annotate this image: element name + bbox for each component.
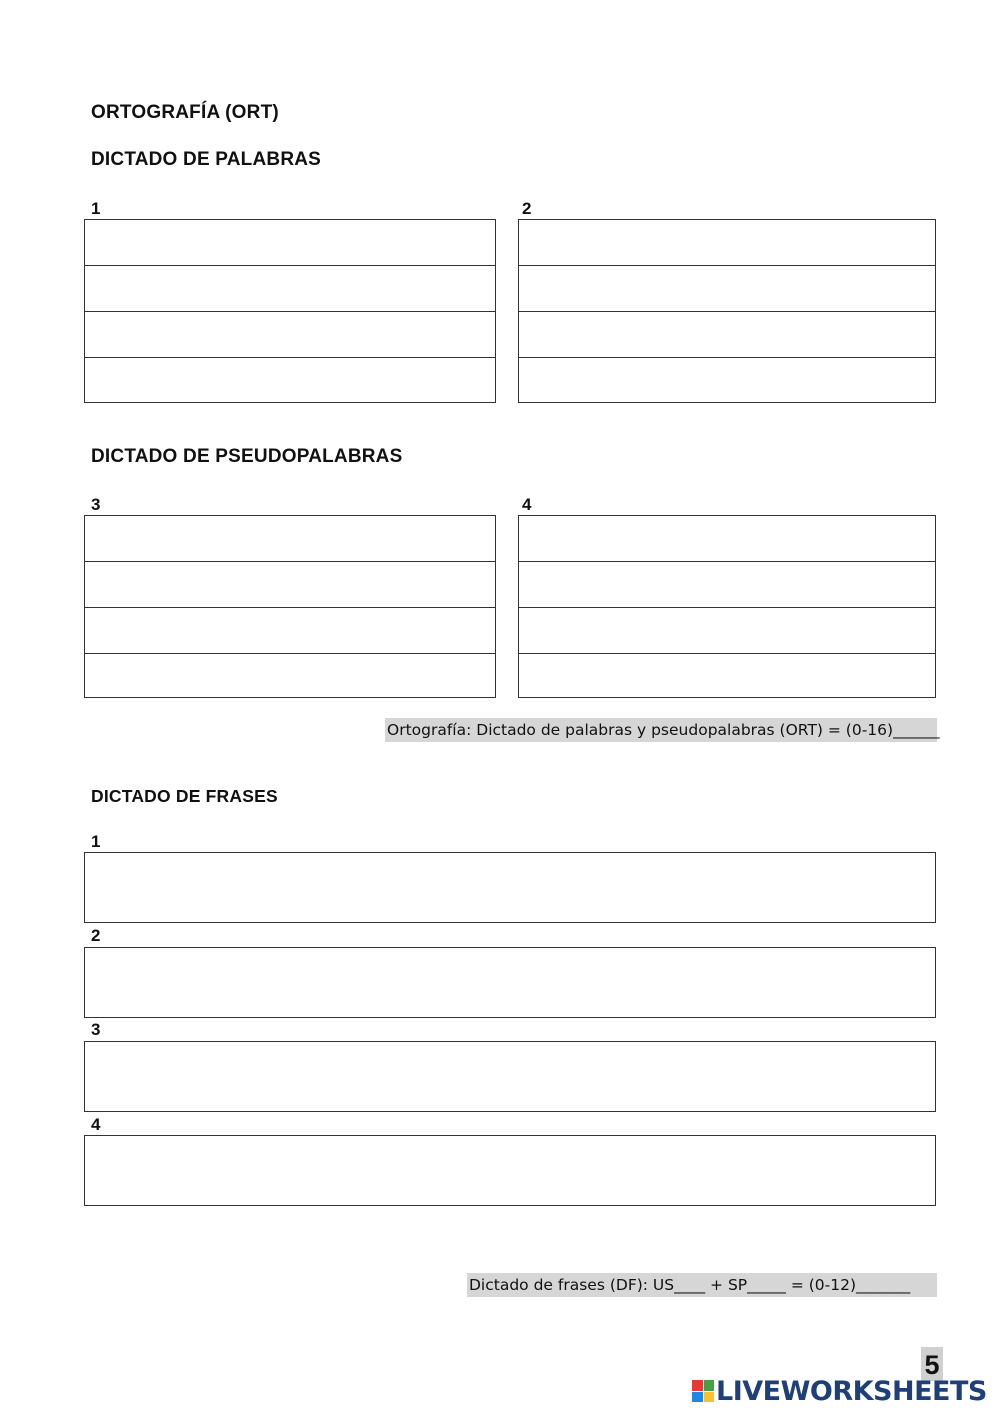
answer-row[interactable] — [85, 608, 495, 654]
frase-number-1: 1 — [91, 832, 101, 851]
answer-row[interactable] — [519, 562, 935, 608]
frase-box-3[interactable] — [84, 1041, 936, 1112]
frase-box-2[interactable] — [84, 947, 936, 1018]
section-heading-ortografia: ORTOGRAFÍA (ORT) — [91, 102, 279, 123]
section-heading-palabras: DICTADO DE PALABRAS — [91, 149, 322, 170]
palabras-grid-2 — [518, 219, 936, 403]
answer-row[interactable] — [519, 608, 935, 654]
pseudopalabras-grid-2 — [518, 515, 936, 698]
answer-row[interactable] — [519, 266, 935, 312]
section-heading-pseudopalabras: DICTADO DE PSEUDOPALABRAS — [91, 446, 403, 467]
answer-row[interactable] — [85, 266, 495, 312]
liveworksheets-logo-icon — [692, 1380, 714, 1402]
answer-row[interactable] — [519, 220, 935, 266]
answer-row[interactable] — [85, 562, 495, 608]
answer-row[interactable] — [85, 220, 495, 266]
liveworksheets-logo-text: LIVEWORKSHEETS — [716, 1375, 987, 1407]
frase-box-1[interactable] — [84, 852, 936, 923]
answer-row[interactable] — [85, 358, 495, 403]
answer-row[interactable] — [519, 516, 935, 562]
df-score-line: Dictado de frases (DF): US____ + SP_____ = (0-12)_______ — [467, 1273, 937, 1297]
column-number-1: 1 — [91, 199, 101, 218]
pseudopalabras-grid-1 — [84, 515, 496, 698]
answer-row[interactable] — [85, 312, 495, 358]
section-heading-frases: DICTADO DE FRASES — [91, 786, 278, 806]
frase-number-3: 3 — [91, 1020, 101, 1039]
answer-row[interactable] — [519, 358, 935, 403]
answer-row[interactable] — [85, 516, 495, 562]
column-number-2: 2 — [522, 199, 532, 218]
frase-number-4: 4 — [91, 1115, 101, 1134]
liveworksheets-logo — [692, 1376, 987, 1406]
column-number-3: 3 — [91, 495, 101, 514]
frase-number-2: 2 — [91, 926, 101, 945]
answer-row[interactable] — [519, 654, 935, 699]
page-number: 5 — [921, 1347, 943, 1381]
ort-score-line: Ortografía: Dictado de palabras y pseudopalabras (ORT) = (0-16)______ — [385, 718, 937, 742]
frase-box-4[interactable] — [84, 1135, 936, 1206]
palabras-grid-1 — [84, 219, 496, 403]
answer-row[interactable] — [85, 654, 495, 699]
column-number-4: 4 — [522, 495, 532, 514]
answer-row[interactable] — [519, 312, 935, 358]
